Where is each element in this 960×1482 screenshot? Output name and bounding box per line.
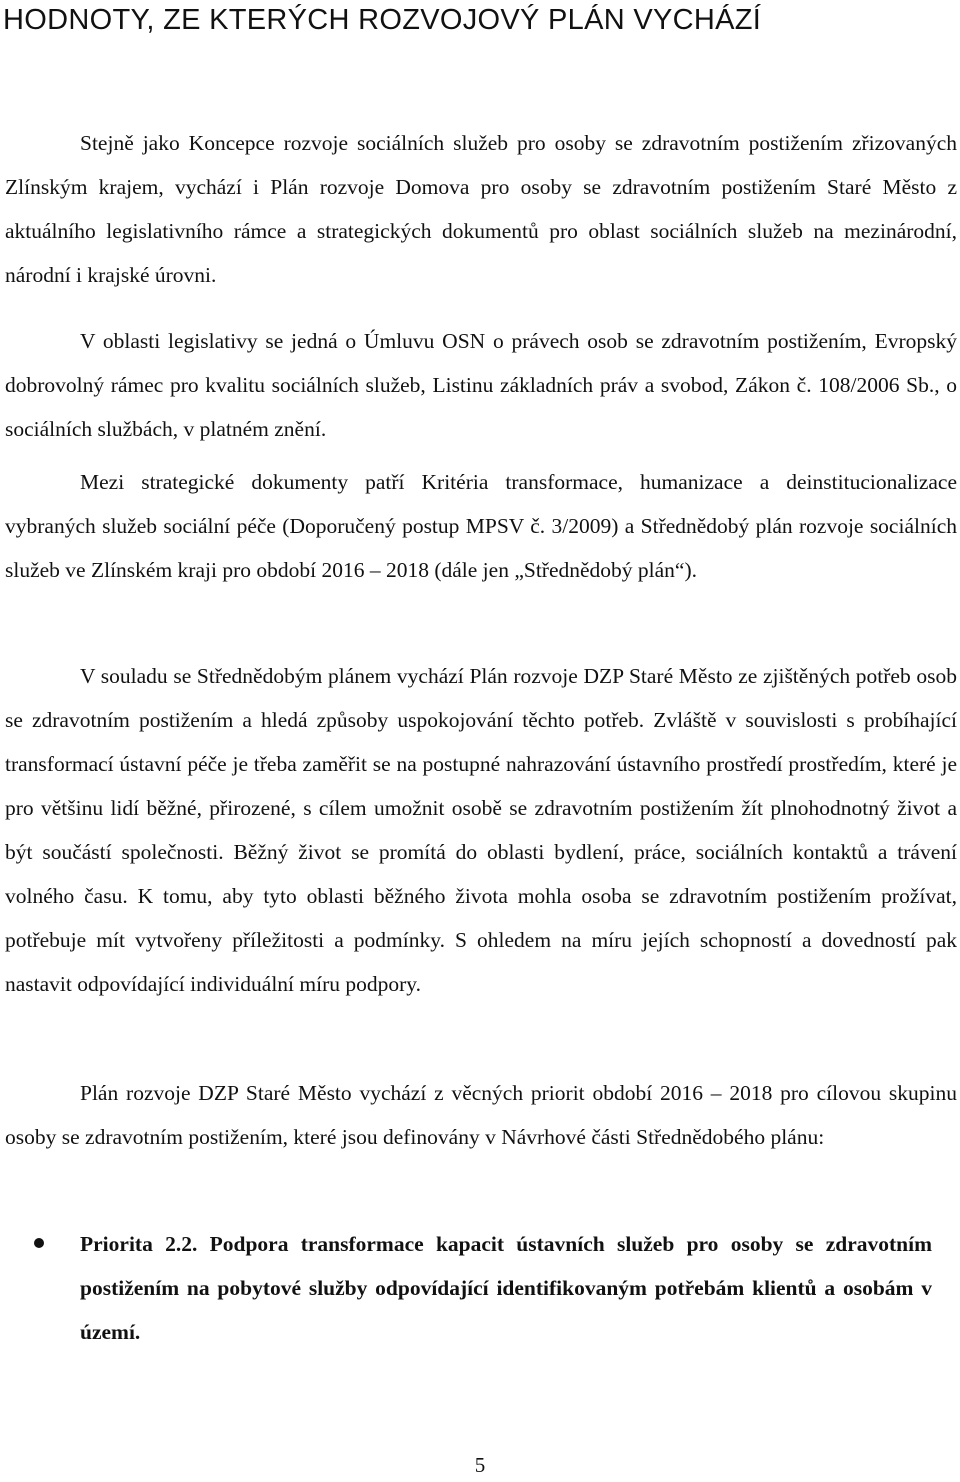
list-item (0, 1222, 932, 1354)
priority-list (0, 1222, 960, 1354)
page-number: 5 (474, 1453, 486, 1477)
paragraph-priorities: Plán rozvoje DZP Staré Město vychází z věcných priorit období 2016 – 2018 pro cílovou skupinu osoby se zdravotním postižením, které jsou definovány v Návrhové části Střednědobého plánu: (5, 1081, 957, 1149)
page-title: HODNOTY, ZE KTERÝCH ROZVOJOVÝ PLÁN VYCHÁZÍ (3, 4, 762, 36)
paragraph-legislation: V oblasti legislativy se jedná o Úmluvu OSN o právech osob se zdravotním postižením, Evropský dobrovolný rámec pro kvalitu sociálních služeb, Listinu základních práv a svobod, Zákon č. 108/2006 Sb., o sociálních službách, v platném znění. (5, 329, 957, 441)
priority-text: Priorita 2.2. Podpora transformace kapacit ústavních služeb pro osoby se zdravotním postižením na pobytové služby odpovídající identifikovaným potřebám klientů a osobám v území. (80, 1232, 932, 1344)
paragraph-midterm-plan: V souladu se Střednědobým plánem vychází Plán rozvoje DZP Staré Město ze zjištěných potřeb osob se zdravotním postižením a hledá způsoby uspokojování těchto potřeb. Zvláště v souvislosti s probíhající transformací ústavní péče je třeba zaměřit se na postupné nahrazování ústavního prostředí prostředím, které je pro většinu lidí běžné, přirozené, s cílem umožnit osobě se zdravotním postižením žít plnohodnotný život a být součástí společnosti. Běžný život se promítá do oblasti bydlení, práce, sociálních kontaktů a trávení volného času. K tomu, aby tyto oblasti běžného života mohla osoba se zdravotním postižením prožívat, potřebuje mít vytvořeny příležitosti a podmínky. S ohledem na míru jejích schopností a dovedností pak nastavit odpovídající individuální míru podpory. (5, 664, 957, 996)
bullet-icon (34, 1238, 44, 1248)
paragraph-intro: Stejně jako Koncepce rozvoje sociálních služeb pro osoby se zdravotním postižením zřizovaných Zlínským krajem, vychází i Plán rozvoje Domova pro osoby se zdravotním postižením Staré Město z aktuálního legislativního rámce a strategických dokumentů pro oblast sociálních služeb na mezinárodní, národní i krajské úrovni. (5, 131, 957, 287)
paragraph-strategic-documents: Mezi strategické dokumenty patří Kritéria transformace, humanizace a deinstitucionalizace vybraných služeb sociální péče (Doporučený postup MPSV č. 3/2009) a Střednědobý plán rozvoje sociálních služeb ve Zlínském kraji pro období 2016 – 2018 (dále jen „Střednědobý plán“). (5, 470, 957, 582)
